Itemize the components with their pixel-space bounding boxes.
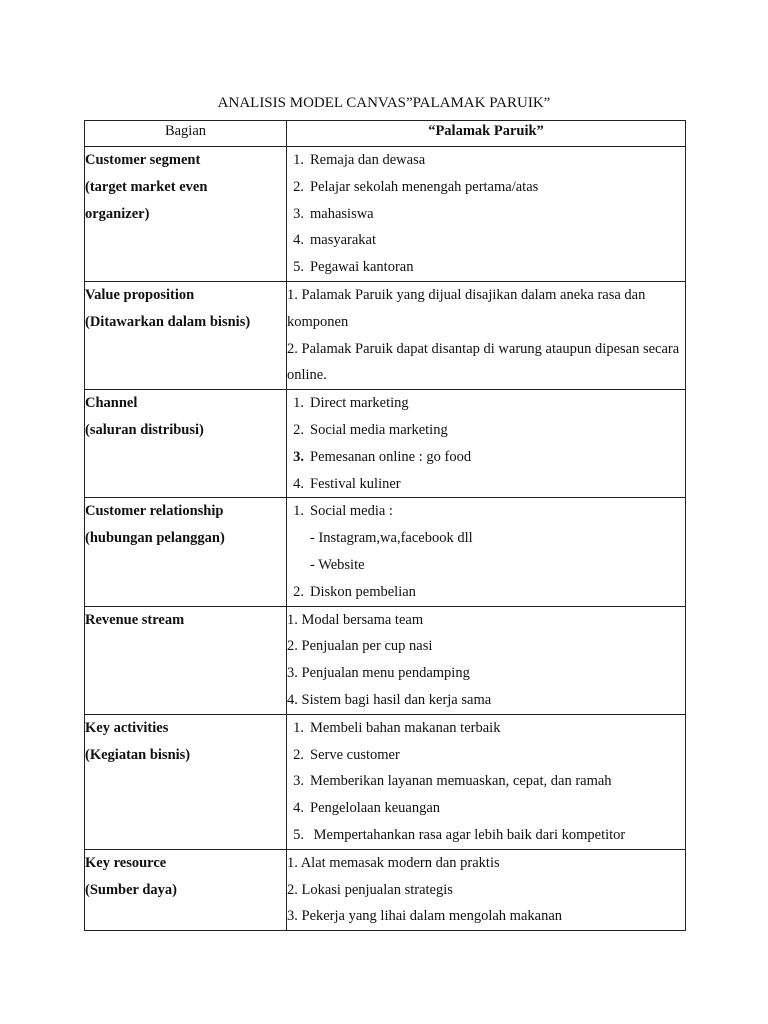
section-label: (saluran distribusi) [85,421,204,438]
item-text: 3. Pekerja yang lihai dalam mengolah makanan [287,908,563,925]
section-content-cell [287,147,686,282]
section-content-cell [287,281,686,389]
list-item [287,607,685,634]
section-label: Customer segment [85,152,201,168]
item-number: 4. [293,232,304,249]
section-label: Channel [85,395,138,412]
table-row [85,498,686,606]
section-content-cell [287,606,686,714]
list-item [287,715,685,742]
list-item [287,633,685,660]
list-item [287,147,685,174]
item-number: 5. [293,826,304,843]
document-title: ANALISIS MODEL CANVAS”PALAMAK PARUIK” [217,95,551,111]
item-number: 1. [293,152,304,168]
list-item [287,687,685,714]
item-text: Serve customer [310,746,400,763]
item-number: 3. [293,205,304,222]
list-item [287,660,685,687]
item-text: Memberikan layanan memuaskan, cepat, dan ramah [310,773,612,790]
section-content-cell [287,498,686,606]
list-item [287,552,685,579]
table-row [85,714,686,849]
item-number: 5. [293,259,304,276]
list-item [287,174,685,201]
item-text: Social media marketing [310,421,448,438]
table-row [85,390,686,498]
section-label-cell [85,281,287,389]
item-text: Pegawai kantoran [310,259,414,276]
table-row [85,606,686,714]
section-label-cell [85,849,287,930]
section-label: Key activities [85,719,169,736]
section-content-cell [287,714,686,849]
item-text: Direct marketing [310,395,409,412]
item-number: 3. [293,448,304,465]
list-item [287,417,685,444]
section-label: Key resource [85,854,167,871]
list-item [287,390,685,417]
section-content-cell [287,849,686,930]
item-number: 2. [293,583,304,600]
item-text: mahasiswa [310,205,374,222]
sub-item-text: - Website [310,556,365,573]
item-number: 1. [293,719,304,736]
list-item [287,822,685,849]
item-text: 1. Alat memasak modern dan praktis [287,854,500,871]
section-label: Revenue stream [85,611,185,628]
list-item [287,903,685,930]
item-number: 2. [293,178,304,195]
header-palamak-paruik: “Palamak Paruik” [287,121,686,147]
section-label: Value proposition [85,286,195,303]
item-text: 2. Lokasi penjualan strategis [287,881,453,898]
item-text: Pelajar sekolah menengah pertama/atas [310,178,539,195]
list-item [287,444,685,471]
section-content-cell [287,390,686,498]
item-text: Pemesanan online : go food [310,448,472,465]
section-label-cell [85,714,287,849]
table-row [85,849,686,930]
section-label: Customer relationship [85,503,224,520]
item-text: 1. Modal bersama team [287,611,424,628]
list-item [287,742,685,769]
item-number: 1. [293,503,304,520]
section-label-cell [85,147,287,282]
item-text: Membeli bahan makanan terbaik [310,719,501,736]
item-number: 3. [293,773,304,790]
item-number: 2. [293,421,304,438]
header-bagian: Bagian [85,121,287,147]
item-text: 4. Sistem bagi hasil dan kerja sama [287,691,492,708]
list-item [287,850,685,877]
item-text: Festival kuliner [310,475,401,492]
item-text: 3. Penjualan menu pendamping [287,665,470,682]
section-label: (hubungan pelanggan) [85,530,225,547]
item-text: Mempertahankan rasa agar lebih baik dari kompetitor [310,826,626,843]
table-header-row [85,121,686,147]
table-body [85,147,686,931]
list-item [287,579,685,606]
item-number: 4. [293,800,304,817]
item-text: Pengelolaan keuangan [310,800,441,817]
list-item [287,877,685,904]
item-text: Social media : [310,503,393,520]
section-label: (Kegiatan bisnis) [85,746,191,763]
item-text: 1. Palamak Paruik yang dijual disajikan dalam aneka rasa dan komponen [287,286,646,330]
list-item [287,768,685,795]
section-label-cell [85,390,287,498]
item-number: 2. [293,746,304,763]
section-label-cell [85,606,287,714]
item-text: 2. Penjualan per cup nasi [287,638,433,655]
list-item [287,201,685,228]
section-label: (target market even [85,178,208,195]
section-label-cell [85,498,287,606]
item-text: Remaja dan dewasa [310,152,426,168]
list-item [287,336,685,390]
sub-item-text: - Instagram,wa,facebook dll [310,530,473,547]
canvas-table [84,120,686,931]
table-row [85,281,686,389]
section-label: organizer) [85,205,150,222]
section-label: (Ditawarkan dalam bisnis) [85,313,251,330]
item-text: 2. Palamak Paruik dapat disantap di warung ataupun dipesan secara online. [287,340,680,384]
table-row [85,147,686,282]
item-text: Diskon pembelian [310,583,416,600]
item-number: 4. [293,475,304,492]
section-label: (Sumber daya) [85,881,177,898]
list-item [287,498,685,525]
item-text: masyarakat [310,232,377,249]
list-item [287,471,685,498]
list-item [287,795,685,822]
item-number: 1. [293,395,304,412]
list-item [287,525,685,552]
list-item [287,254,685,281]
list-item [287,227,685,254]
list-item [287,282,685,336]
